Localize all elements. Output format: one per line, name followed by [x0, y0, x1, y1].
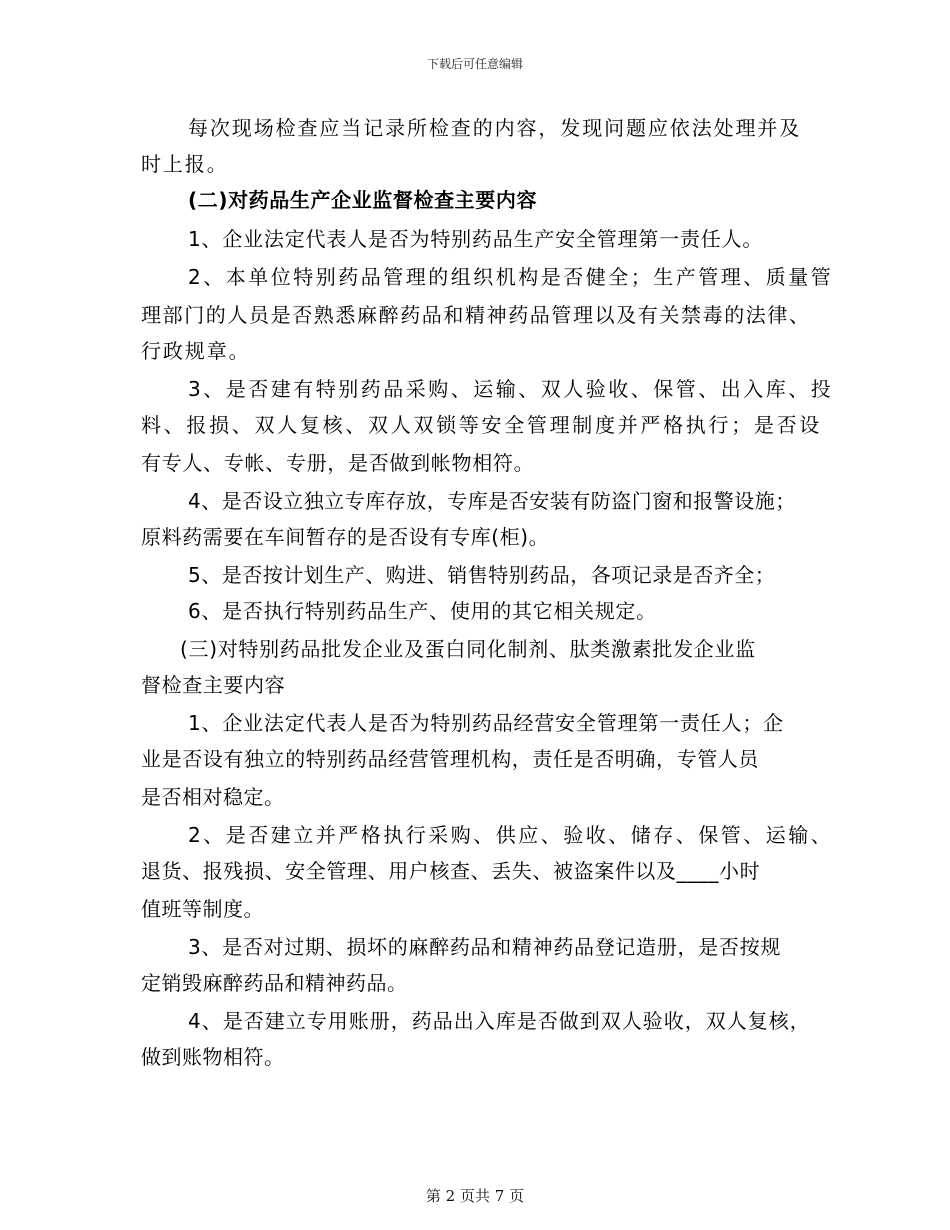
paragraph-line: 4、是否设立独立专库存放，专库是否安装有防盗门窗和报警设施；	[188, 489, 796, 513]
paragraph-line: 行政规章。	[141, 339, 251, 363]
paragraph-line: 原料药需要在车间暂存的是否设有专库(柜)。	[141, 525, 550, 549]
paragraph-line: 4、是否建立专用账册，药品出入库是否做到双人验收，双人复核，	[188, 1009, 811, 1033]
paragraph-line: 3、是否建有特别药品采购、运输、双人验收、保管、出入库、投	[188, 377, 834, 401]
paragraph-line: (三)对特别药品批发企业及蛋白同化制剂、肽类激素批发企业监	[180, 637, 756, 661]
paragraph-line: 做到账物相符。	[141, 1045, 285, 1069]
paragraph-line: 是否相对稳定。	[141, 785, 285, 809]
paragraph-line: 退货、报残损、安全管理、用户核查、丢失、被盗案件以及____小时	[141, 859, 761, 883]
section-heading: (二)对药品生产企业监督检查主要内容	[188, 188, 538, 212]
paragraph-line: 值班等制度。	[141, 897, 264, 921]
page-header: 下载后可任意编辑	[426, 57, 523, 71]
paragraph-line: 理部门的人员是否熟悉麻醉药品和精神药品管理以及有关禁毒的法律、	[141, 303, 811, 327]
paragraph-line: 3、是否对过期、损坏的麻醉药品和精神药品登记造册，是否按规	[188, 935, 782, 959]
paragraph-line: 5、是否按计划生产、购进、销售特别药品，各项记录是否齐全；	[188, 563, 776, 587]
paragraph-line: 料、报损、双人复核、双人双锁等安全管理制度并严格执行；是否设	[141, 413, 822, 437]
paragraph-line: 定销毁麻醉药品和精神药品。	[141, 971, 408, 995]
paragraph-line: 督检查主要内容	[141, 673, 286, 697]
paragraph-line: 业是否设有独立的特别药品经营管理机构，责任是否明确，专管人员	[141, 747, 759, 771]
paragraph-line: 1、企业法定代表人是否为特别药品经营安全管理第一责任人；企	[188, 711, 784, 735]
paragraph-line: 有专人、专帐、专册，是否做到帐物相符。	[141, 451, 535, 475]
paragraph-line: 每次现场检查应当记录所检查的内容，发现问题应依法处理并及	[188, 116, 802, 140]
paragraph-line: 时上报。	[141, 152, 229, 176]
paragraph-line: 2、是否建立并严格执行采购、供应、验收、储存、保管、运输、	[188, 823, 834, 847]
page-footer: 第 2 页共 7 页	[425, 1187, 525, 1205]
paragraph-line: 2、本单位特别药品管理的组织机构是否健全；生产管理、质量管	[188, 265, 834, 289]
paragraph-line: 1、企业法定代表人是否为特别药品生产安全管理第一责任人。	[188, 227, 764, 251]
paragraph-line: 6、是否执行特别药品生产、使用的其它相关规定。	[188, 599, 657, 623]
